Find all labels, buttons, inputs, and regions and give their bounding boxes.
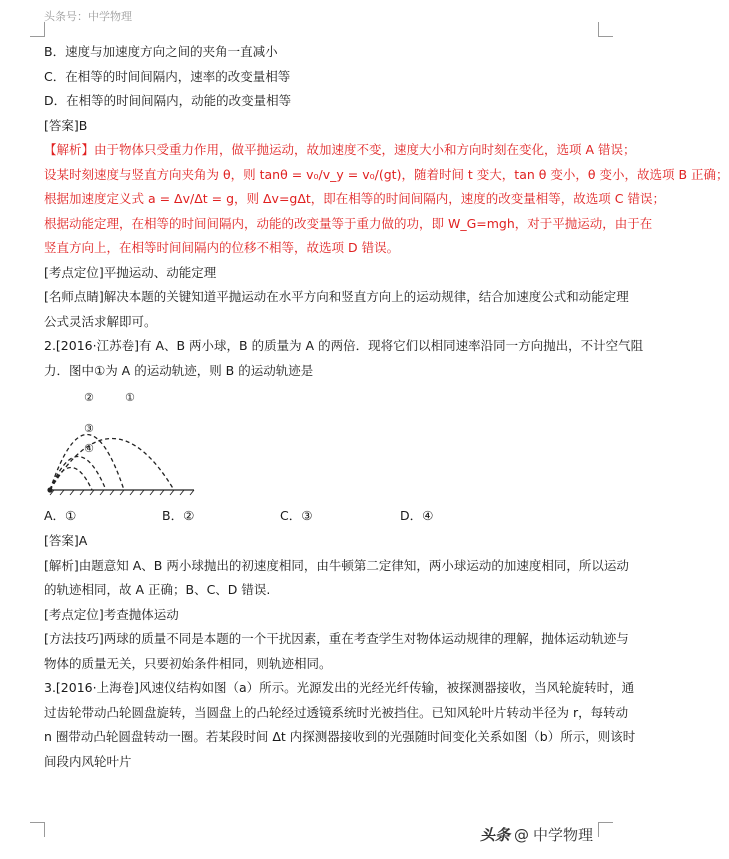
q1-analysis-line5: 竖直方向上，在相等时间间隔内的位移不相等，故选项 D 错误。 <box>44 240 400 255</box>
q1-tip-line1: [名师点睛]解决本题的关键知道平抛运动在水平方向和竖直方向上的运动规律，结合加速度公式和动能定理 <box>44 289 629 304</box>
figure-label-1: ① <box>125 391 135 404</box>
launch-point <box>47 487 52 492</box>
q1-analysis-text1: 由于物体只受重力作用，做平抛运动，故加速度不变，速度大小和方向时刻在变化，选项 A 错误； <box>94 142 636 157</box>
q2-answer: [答案]A <box>44 533 88 548</box>
q2-options <box>44 503 600 529</box>
q2-option-a: A．① <box>44 508 77 523</box>
watermark-at: @ <box>514 825 530 844</box>
q2-analysis-line2: 的轨迹相同，故 A 正确；B、C、D 错误. <box>44 582 271 597</box>
q2-stem-line1: 2.[2016·江苏卷]有 A、B 两小球，B 的质量为 A 的两倍．现将它们以相同速率沿同一方向抛出，不计空气阻 <box>44 338 644 353</box>
q2-option-c: C．③ <box>280 508 313 523</box>
q1-option-d: D．在相等的时间间隔内，动能的改变量相等 <box>44 93 292 108</box>
figure-label-3: ③ <box>84 422 94 435</box>
q2-option-d: D．④ <box>400 508 434 523</box>
trajectory-figure <box>44 389 224 501</box>
crop-mark-bottom-right <box>598 822 613 837</box>
watermark-name: 中学物理 <box>533 826 594 844</box>
watermark-brand: 头条 <box>480 826 511 844</box>
ground-hatching <box>50 490 194 495</box>
watermark <box>480 824 593 845</box>
q1-knowledge-point: [考点定位]平抛运动、动能定理 <box>44 264 217 280</box>
q3-stem-line1: 3.[2016·上海卷]风速仪结构如图（a）所示。光源发出的光经光纤传输，被探测器接收，当风轮旋转时，通 <box>44 680 635 695</box>
q1-analysis-line3: 根据加速度定义式 a = Δv/Δt = g，则 Δv=gΔt，即在相等的时间间隔内，速度的改变量相等，故选项 C 错误； <box>44 191 665 206</box>
q1-analysis-tag: 【解析】 <box>44 142 95 157</box>
q2-stem-line2: 力．图中①为 A 的运动轨迹，则 B 的运动轨迹是 <box>44 362 314 378</box>
trajectory-1 <box>50 439 174 491</box>
page-header-source: 头条号：中学物理 <box>44 10 132 23</box>
figure-label-2: ② <box>84 391 94 404</box>
document-body <box>44 40 729 774</box>
q3-stem-line3: n 圈带动凸轮圆盘转动一圈。若某段时间 Δt 内探测器接收到的光强随时间变化关系如图（b）所示，则该时 <box>44 729 636 744</box>
figure-label-4: ④ <box>84 442 94 455</box>
trajectory-3 <box>50 457 106 491</box>
q3-stem-line4: 间段内风轮叶片 <box>44 753 132 769</box>
trajectory-4 <box>50 468 92 491</box>
crop-mark-bottom-left <box>30 822 45 837</box>
q1-analysis-line2: 设某时刻速度与竖直方向夹角为 θ，则 tanθ = v₀/v_y = v₀/(gt)，随着时间 t 变大，tan θ 变小，θ 变小，故选项 B 正确； <box>44 166 729 182</box>
q1-option-c: C．在相等的时间间隔内，速率的改变量相等 <box>44 68 291 84</box>
crop-mark-top-left <box>30 22 45 37</box>
q1-tip-line2: 公式灵活求解即可。 <box>44 313 157 329</box>
trajectory-diagram <box>44 389 224 501</box>
q2-option-b: B．② <box>162 508 195 523</box>
q1-option-b: B．速度与加速度方向之间的夹角一直减小 <box>44 44 278 59</box>
q3-stem-line2: 过齿轮带动凸轮圆盘旋转，当圆盘上的凸轮经过透镜系统时光被挡住。已知风轮叶片转动半径为 r，每转动 <box>44 704 629 720</box>
crop-mark-top-right <box>598 22 613 37</box>
q2-analysis-line1: [解析]由题意知 A、B 两小球抛出的初速度相同，由牛顿第二定律知，两小球运动的加速度相同，所以运动 <box>44 557 629 573</box>
q2-tip-line2: 物体的质量无关，只要初始条件相同，则轨迹相同。 <box>44 655 332 671</box>
q2-knowledge-point: [考点定位]考查抛体运动 <box>44 606 179 622</box>
q1-analysis-line4: 根据动能定理，在相等的时间间隔内，动能的改变量等于重力做的功，即 W_G=mgh，对于平抛运动，由于在 <box>44 215 653 231</box>
q2-tip-line1: [方法技巧]两球的质量不同是本题的一个干扰因素，重在考查学生对物体运动规律的理解，抛体运动轨迹与 <box>44 631 629 646</box>
q1-analysis-line1 <box>44 138 636 163</box>
q1-answer: [答案]B <box>44 117 88 133</box>
